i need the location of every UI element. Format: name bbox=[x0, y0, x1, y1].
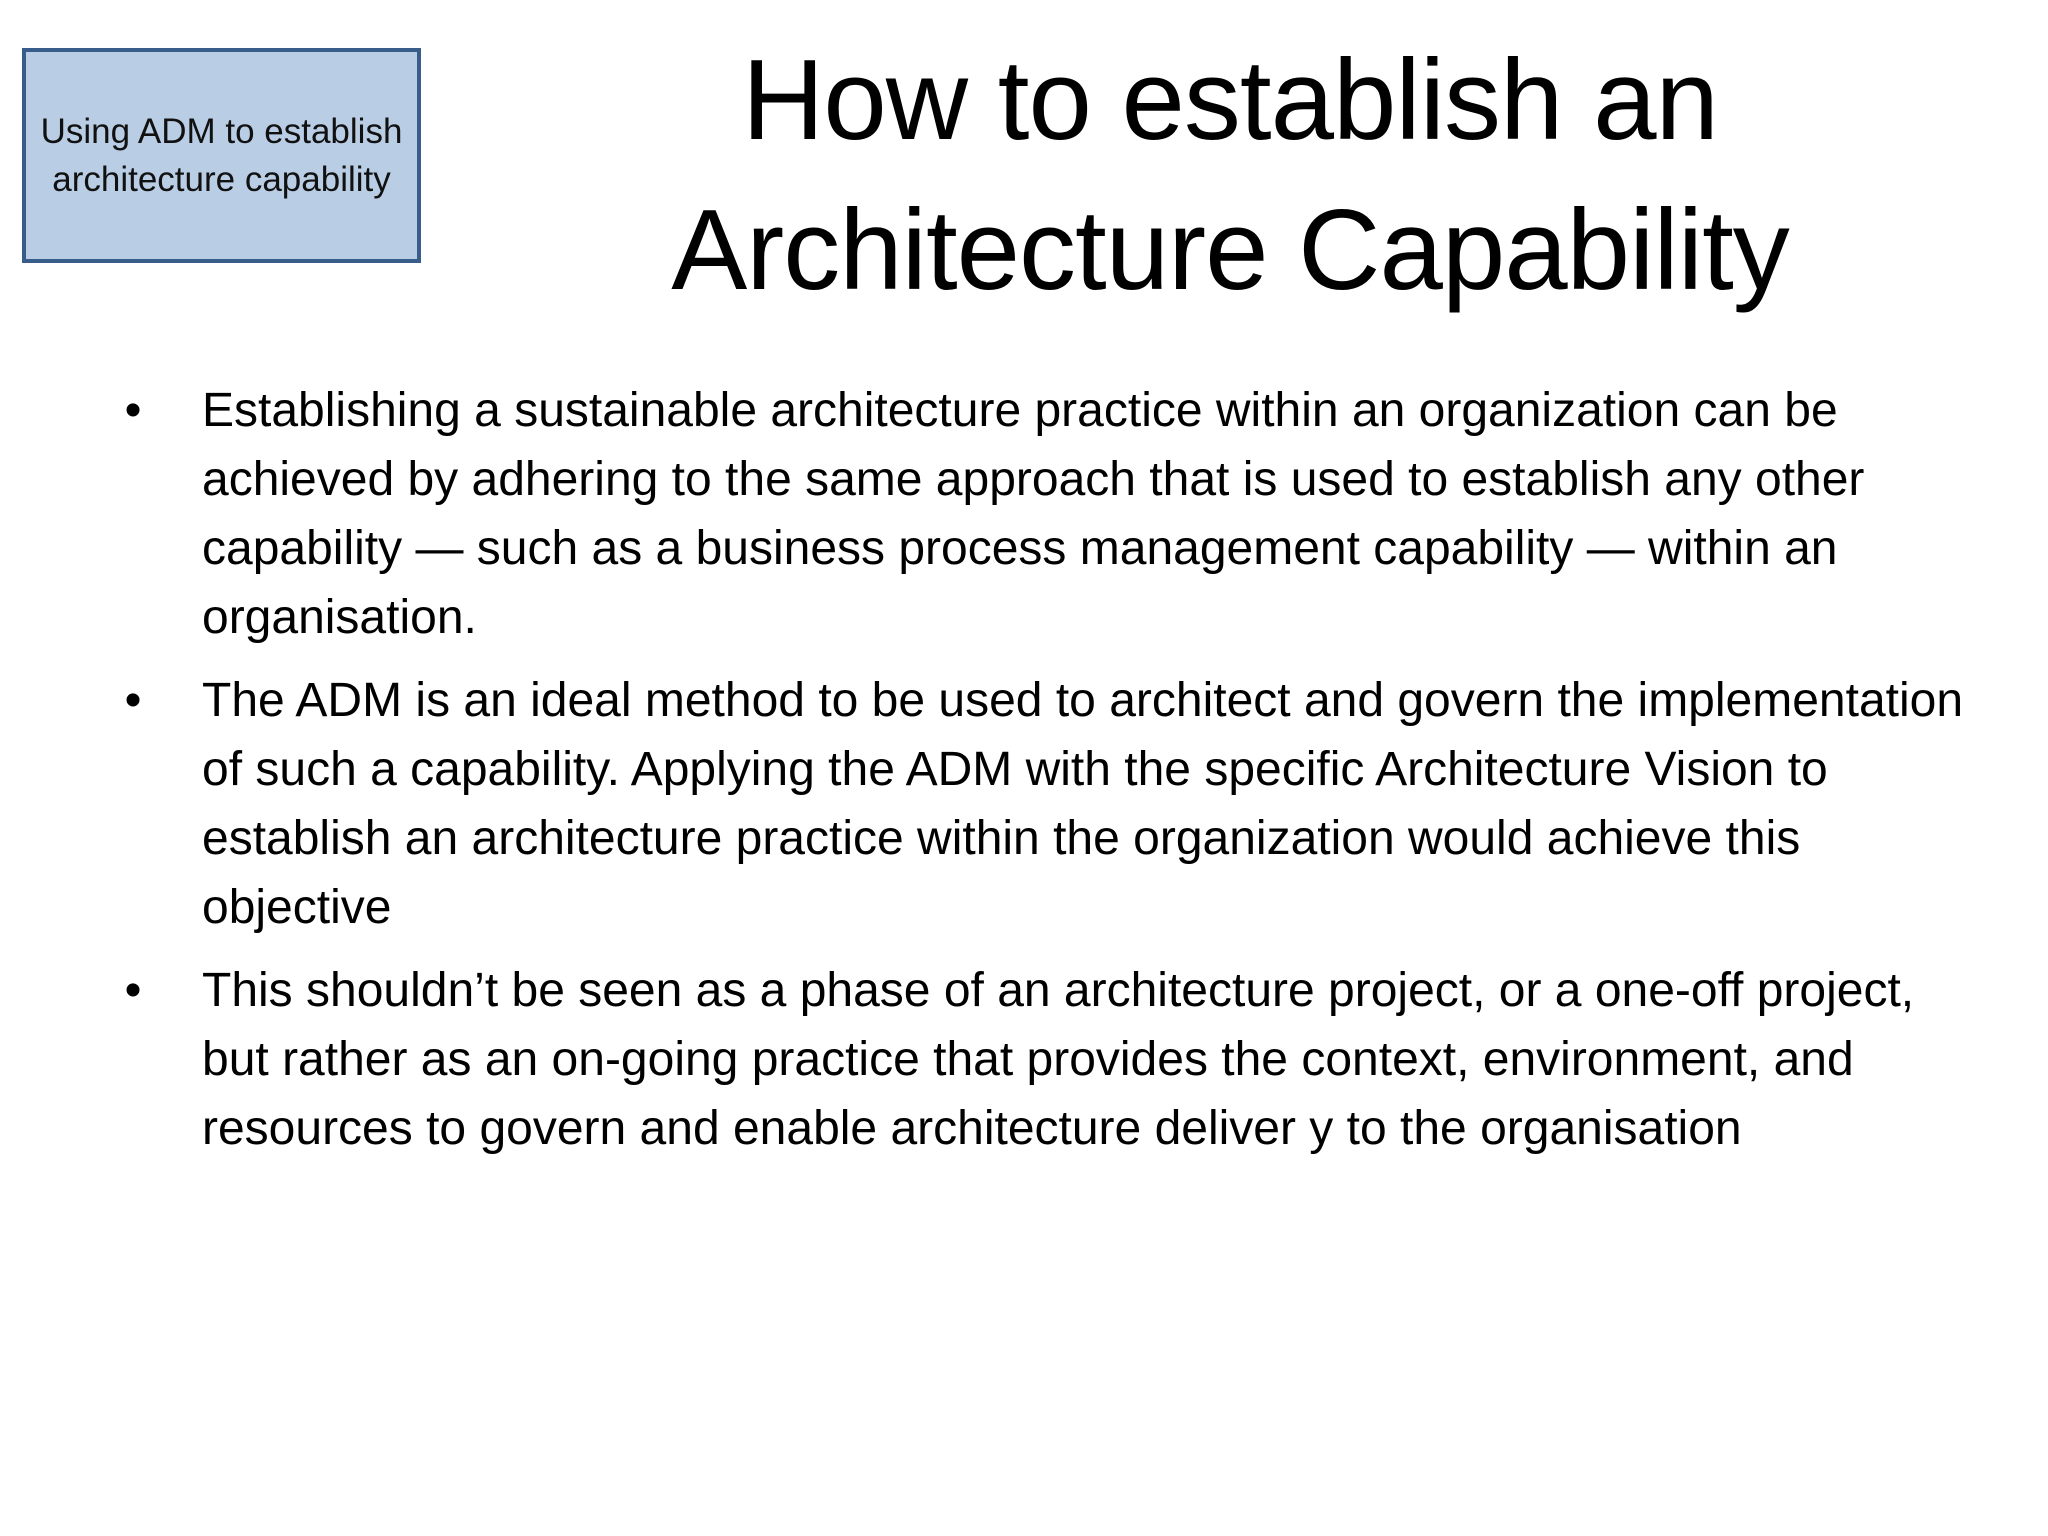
bullet-marker: • bbox=[124, 674, 142, 727]
bullet-text: Establishing a sustainable architecture practice within an organization can be achieved by adhering to the same approach that is used to establish any other capability — such as a business process management capability — within an organisation. bbox=[202, 384, 1865, 644]
bullet-marker: • bbox=[124, 384, 142, 437]
bullet-item bbox=[118, 666, 1988, 942]
bullet-text: The ADM is an ideal method to be used to architect and govern the implementation of such a capability. Applying the ADM with the specific Architecture Vision to establish an architecture practice within the organization would achieve this objective bbox=[202, 674, 1964, 934]
bullet-marker: • bbox=[124, 964, 142, 1017]
bullet-text: This shouldn’t be seen as a phase of an architecture project, or a one-off project, but rather as an on-going practice that provides the context, environment, and resources to govern and enable architecture deliver y to the organisation bbox=[202, 964, 1915, 1155]
bullet-item bbox=[118, 376, 1988, 652]
bullet-list bbox=[118, 376, 1988, 1177]
bullet-item bbox=[118, 956, 1988, 1163]
slide-title: How to establish an Architecture Capability bbox=[671, 37, 1789, 314]
section-tag-label: Using ADM to establish architecture capability bbox=[40, 111, 403, 199]
section-tag-box bbox=[22, 48, 421, 263]
